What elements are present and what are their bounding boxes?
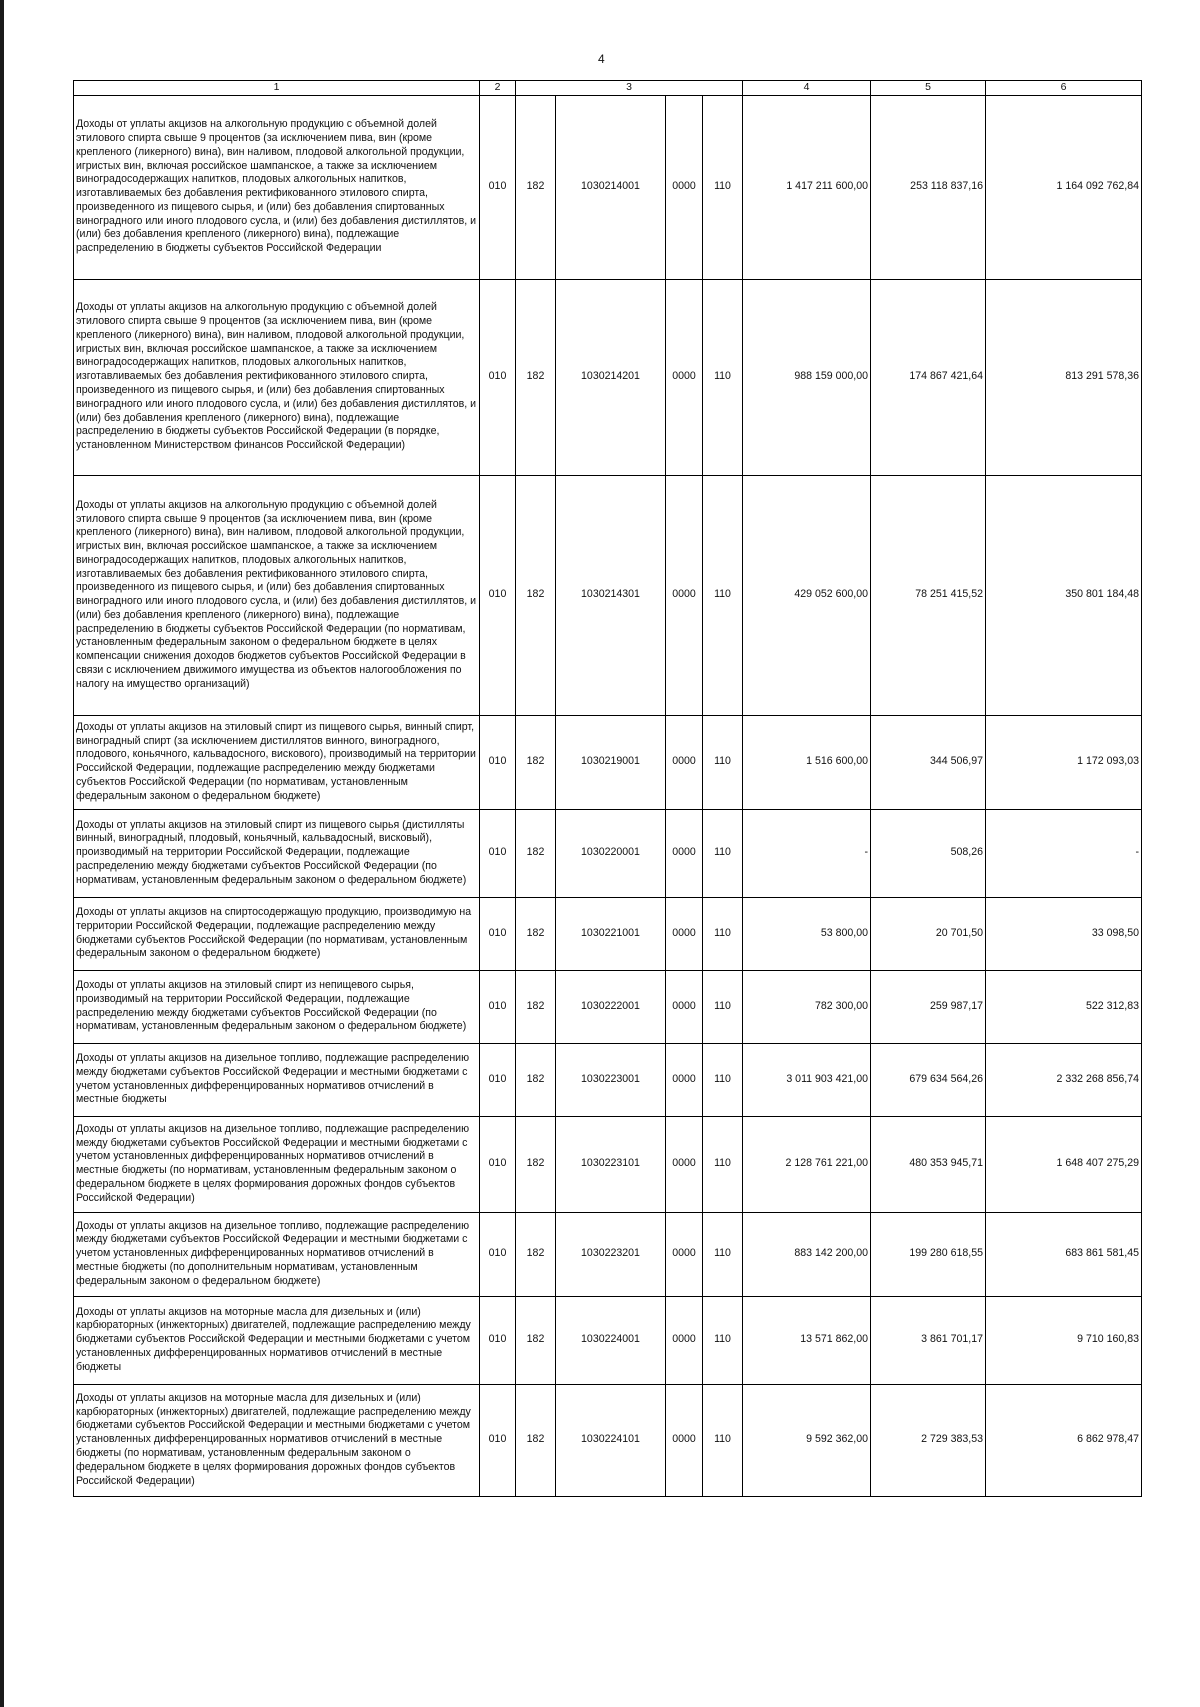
line-code: 010 bbox=[480, 970, 516, 1043]
unexecuted-amount: 2 332 268 856,74 bbox=[986, 1043, 1142, 1116]
table-row bbox=[74, 1384, 1142, 1496]
line-code: 010 bbox=[480, 95, 516, 279]
executed-amount: 480 353 945,71 bbox=[871, 1116, 986, 1212]
unexecuted-amount: - bbox=[986, 809, 1142, 897]
program-code: 0000 bbox=[666, 970, 703, 1043]
revenue-code: 1030223201 bbox=[556, 1212, 666, 1296]
kind-code: 110 bbox=[703, 1296, 743, 1384]
revenue-code: 1030214001 bbox=[556, 95, 666, 279]
program-code: 0000 bbox=[666, 1296, 703, 1384]
executed-amount: 2 729 383,53 bbox=[871, 1384, 986, 1496]
row-description: Доходы от уплаты акцизов на дизельное топливо, подлежащие распределению между бюджетами субъектов Российской Федерации и местными бюджетами с учетом установленных дифференцированных нормативов отчислений в местные бюджеты (по дополнительным нормативам, установленным федеральным законом о федеральном бюджете) bbox=[74, 1212, 480, 1296]
kind-code: 110 bbox=[703, 970, 743, 1043]
revenue-code: 1030219001 bbox=[556, 715, 666, 809]
revenue-code: 1030220001 bbox=[556, 809, 666, 897]
executed-amount: 679 634 564,26 bbox=[871, 1043, 986, 1116]
approved-amount: 9 592 362,00 bbox=[743, 1384, 871, 1496]
table-row bbox=[74, 715, 1142, 809]
kind-code: 110 bbox=[703, 1384, 743, 1496]
line-code: 010 bbox=[480, 809, 516, 897]
kind-code: 110 bbox=[703, 715, 743, 809]
program-code: 0000 bbox=[666, 475, 703, 715]
line-code: 010 bbox=[480, 897, 516, 970]
approved-amount: 1 417 211 600,00 bbox=[743, 95, 871, 279]
header-col-2: 2 bbox=[480, 81, 516, 96]
row-description: Доходы от уплаты акцизов на этиловый спирт из пищевого сырья, винный спирт, виноградный спирт (за исключением дистиллятов винного, виноградного, плодового, коньячного, кальвадосного, вискового), производимый на территории Российской Федерации, подлежащие распределению между бюджетами субъектов Российской Федерации (по нормативам, установленным федеральным законом о федеральном бюджете) bbox=[74, 715, 480, 809]
table-row bbox=[74, 1116, 1142, 1212]
row-description: Доходы от уплаты акцизов на моторные масла для дизельных и (или) карбюраторных (инжекторных) двигателей, подлежащие распределению между бюджетами субъектов Российской Федерации и местными бюджетами с учетом установленных дифференцированных нормативов отчислений в местные бюджеты bbox=[74, 1296, 480, 1384]
admin-code: 182 bbox=[516, 1384, 556, 1496]
admin-code: 182 bbox=[516, 279, 556, 475]
approved-amount: 782 300,00 bbox=[743, 970, 871, 1043]
revenue-code: 1030221001 bbox=[556, 897, 666, 970]
report-table bbox=[73, 80, 1142, 1497]
admin-code: 182 bbox=[516, 970, 556, 1043]
row-description: Доходы от уплаты акцизов на спиртосодержащую продукцию, производимую на территории Российской Федерации, подлежащие распределению между бюджетами субъектов Российской Федерации (по нормативам, установленным федеральным законом о федеральном бюджете) bbox=[74, 897, 480, 970]
executed-amount: 78 251 415,52 bbox=[871, 475, 986, 715]
admin-code: 182 bbox=[516, 95, 556, 279]
unexecuted-amount: 33 098,50 bbox=[986, 897, 1142, 970]
executed-amount: 253 118 837,16 bbox=[871, 95, 986, 279]
program-code: 0000 bbox=[666, 809, 703, 897]
admin-code: 182 bbox=[516, 809, 556, 897]
table-row bbox=[74, 897, 1142, 970]
admin-code: 182 bbox=[516, 1116, 556, 1212]
approved-amount: 3 011 903 421,00 bbox=[743, 1043, 871, 1116]
row-description: Доходы от уплаты акцизов на этиловый спирт из непищевого сырья, производимый на территории Российской Федерации, подлежащие распределению между бюджетами субъектов Российской Федерации (по нормативам, установленным федеральным законом о федеральном бюджете) bbox=[74, 970, 480, 1043]
header-col-1: 1 bbox=[74, 81, 480, 96]
line-code: 010 bbox=[480, 715, 516, 809]
unexecuted-amount: 522 312,83 bbox=[986, 970, 1142, 1043]
row-description: Доходы от уплаты акцизов на алкогольную продукцию с объемной долей этилового спирта свыше 9 процентов (за исключением пива, вин (кроме крепленого (ликерного) вина), вин наливом, плодовой алкогольной продукции, игристых вин, включая российское шампанское, а также за исключением виноградосодержащих напитков, плодовых алкогольных напитков, изготавливаемых без добавления ректификованного этилового спирта, произведенного из пищевого сырья, и (или) без добавления спиртованных виноградного или иного плодового сусла, и (или) без добавления дистиллятов, и (или) без добавления крепленого (ликерного) вина), подлежащие распределению в бюджеты субъектов Российской Федерации (по нормативам, установленным федеральным законом о федеральном бюджете в целях компенсации снижения доходов бюджетов субъектов Российской Федерации в связи с исключением движимого имущества из объектов налогообложения по налогу на имущество организаций) bbox=[74, 475, 480, 715]
header-col-3: 3 bbox=[516, 81, 743, 96]
table-row bbox=[74, 1296, 1142, 1384]
program-code: 0000 bbox=[666, 1043, 703, 1116]
revenue-code: 1030224001 bbox=[556, 1296, 666, 1384]
table-row bbox=[74, 1043, 1142, 1116]
program-code: 0000 bbox=[666, 1116, 703, 1212]
program-code: 0000 bbox=[666, 1212, 703, 1296]
executed-amount: 259 987,17 bbox=[871, 970, 986, 1043]
admin-code: 182 bbox=[516, 897, 556, 970]
approved-amount: 988 159 000,00 bbox=[743, 279, 871, 475]
line-code: 010 bbox=[480, 1043, 516, 1116]
program-code: 0000 bbox=[666, 897, 703, 970]
program-code: 0000 bbox=[666, 715, 703, 809]
scan-left-edge bbox=[0, 0, 4, 1707]
row-description: Доходы от уплаты акцизов на алкогольную продукцию с объемной долей этилового спирта свыше 9 процентов (за исключением пива, вин (кроме крепленого (ликерного) вина), вин наливом, плодовой алкогольной продукции, игристых вин, включая российское шампанское, а также за исключением виноградосодержащих напитков, плодовых алкогольных напитков, изготавливаемых без добавления ректификованного этилового спирта, произведенного из пищевого сырья, и (или) без добавления спиртованных виноградного или иного плодового сусла, и (или) без добавления дистиллятов, и (или) без добавления крепленого (ликерного) вина), подлежащие распределению в бюджеты субъектов Российской Федерации (в порядке, установленном Министерством финансов Российской Федерации) bbox=[74, 279, 480, 475]
line-code: 010 bbox=[480, 1212, 516, 1296]
admin-code: 182 bbox=[516, 1043, 556, 1116]
program-code: 0000 bbox=[666, 1384, 703, 1496]
admin-code: 182 bbox=[516, 475, 556, 715]
revenue-code: 1030214301 bbox=[556, 475, 666, 715]
executed-amount: 344 506,97 bbox=[871, 715, 986, 809]
line-code: 010 bbox=[480, 279, 516, 475]
kind-code: 110 bbox=[703, 475, 743, 715]
line-code: 010 bbox=[480, 1384, 516, 1496]
revenue-code: 1030222001 bbox=[556, 970, 666, 1043]
approved-amount: - bbox=[743, 809, 871, 897]
revenue-code: 1030224101 bbox=[556, 1384, 666, 1496]
table-row bbox=[74, 1212, 1142, 1296]
header-col-6: 6 bbox=[986, 81, 1142, 96]
executed-amount: 174 867 421,64 bbox=[871, 279, 986, 475]
table-row bbox=[74, 95, 1142, 279]
admin-code: 182 bbox=[516, 1296, 556, 1384]
kind-code: 110 bbox=[703, 1212, 743, 1296]
row-description: Доходы от уплаты акцизов на моторные масла для дизельных и (или) карбюраторных (инжекторных) двигателей, подлежащие распределению между бюджетами субъектов Российской Федерации и местными бюджетами с учетом установленных дифференцированных нормативов отчислений в местные бюджеты (по нормативам, установленным федеральным законом о федеральном бюджете в целях формирования дорожных фондов субъектов Российской Федерации) bbox=[74, 1384, 480, 1496]
kind-code: 110 bbox=[703, 95, 743, 279]
page-number: 4 bbox=[598, 52, 605, 66]
approved-amount: 13 571 862,00 bbox=[743, 1296, 871, 1384]
admin-code: 182 bbox=[516, 715, 556, 809]
table-row bbox=[74, 970, 1142, 1043]
approved-amount: 429 052 600,00 bbox=[743, 475, 871, 715]
table-row bbox=[74, 279, 1142, 475]
executed-amount: 3 861 701,17 bbox=[871, 1296, 986, 1384]
approved-amount: 2 128 761 221,00 bbox=[743, 1116, 871, 1212]
approved-amount: 1 516 600,00 bbox=[743, 715, 871, 809]
kind-code: 110 bbox=[703, 1043, 743, 1116]
line-code: 010 bbox=[480, 1116, 516, 1212]
line-code: 010 bbox=[480, 1296, 516, 1384]
unexecuted-amount: 1 164 092 762,84 bbox=[986, 95, 1142, 279]
executed-amount: 199 280 618,55 bbox=[871, 1212, 986, 1296]
table-row bbox=[74, 475, 1142, 715]
unexecuted-amount: 6 862 978,47 bbox=[986, 1384, 1142, 1496]
admin-code: 182 bbox=[516, 1212, 556, 1296]
row-description: Доходы от уплаты акцизов на этиловый спирт из пищевого сырья (дистилляты винный, виноградный, плодовый, коньячный, кальвадосный, висковый), производимый на территории Российской Федерации, подлежащие распределению между бюджетами субъектов Российской Федерации (по нормативам, установленным федеральным законом о федеральном бюджете) bbox=[74, 809, 480, 897]
column-number-header-row bbox=[74, 81, 1142, 96]
program-code: 0000 bbox=[666, 95, 703, 279]
revenue-code: 1030223101 bbox=[556, 1116, 666, 1212]
line-code: 010 bbox=[480, 475, 516, 715]
unexecuted-amount: 350 801 184,48 bbox=[986, 475, 1142, 715]
kind-code: 110 bbox=[703, 1116, 743, 1212]
table-row bbox=[74, 809, 1142, 897]
unexecuted-amount: 1 172 093,03 bbox=[986, 715, 1142, 809]
executed-amount: 508,26 bbox=[871, 809, 986, 897]
row-description: Доходы от уплаты акцизов на дизельное топливо, подлежащие распределению между бюджетами субъектов Российской Федерации и местными бюджетами с учетом установленных дифференцированных нормативов отчислений в местные бюджеты bbox=[74, 1043, 480, 1116]
approved-amount: 53 800,00 bbox=[743, 897, 871, 970]
program-code: 0000 bbox=[666, 279, 703, 475]
revenue-code: 1030214201 bbox=[556, 279, 666, 475]
kind-code: 110 bbox=[703, 279, 743, 475]
unexecuted-amount: 813 291 578,36 bbox=[986, 279, 1142, 475]
kind-code: 110 bbox=[703, 809, 743, 897]
kind-code: 110 bbox=[703, 897, 743, 970]
header-col-5: 5 bbox=[871, 81, 986, 96]
row-description: Доходы от уплаты акцизов на дизельное топливо, подлежащие распределению между бюджетами субъектов Российской Федерации и местными бюджетами с учетом установленных дифференцированных нормативов отчислений в местные бюджеты (по нормативам, установленным федеральным законом о федеральном бюджете в целях формирования дорожных фондов субъектов Российской Федерации) bbox=[74, 1116, 480, 1212]
row-description: Доходы от уплаты акцизов на алкогольную продукцию с объемной долей этилового спирта свыше 9 процентов (за исключением пива, вин (кроме крепленого (ликерного) вина), вин наливом, плодовой алкогольной продукции, игристых вин, включая российское шампанское, а также за исключением виноградосодержащих напитков, плодовых алкогольных напитков, изготавливаемых без добавления ректификованного этилового спирта, произведенного из пищевого сырья, и (или) без добавления спиртованных виноградного или иного плодового сусла, и (или) без добавления дистиллятов, и (или) без добавления крепленого (ликерного) вина), подлежащие распределению в бюджеты субъектов Российской Федерации bbox=[74, 95, 480, 279]
unexecuted-amount: 9 710 160,83 bbox=[986, 1296, 1142, 1384]
executed-amount: 20 701,50 bbox=[871, 897, 986, 970]
approved-amount: 883 142 200,00 bbox=[743, 1212, 871, 1296]
header-col-4: 4 bbox=[743, 81, 871, 96]
unexecuted-amount: 683 861 581,45 bbox=[986, 1212, 1142, 1296]
revenue-code: 1030223001 bbox=[556, 1043, 666, 1116]
unexecuted-amount: 1 648 407 275,29 bbox=[986, 1116, 1142, 1212]
